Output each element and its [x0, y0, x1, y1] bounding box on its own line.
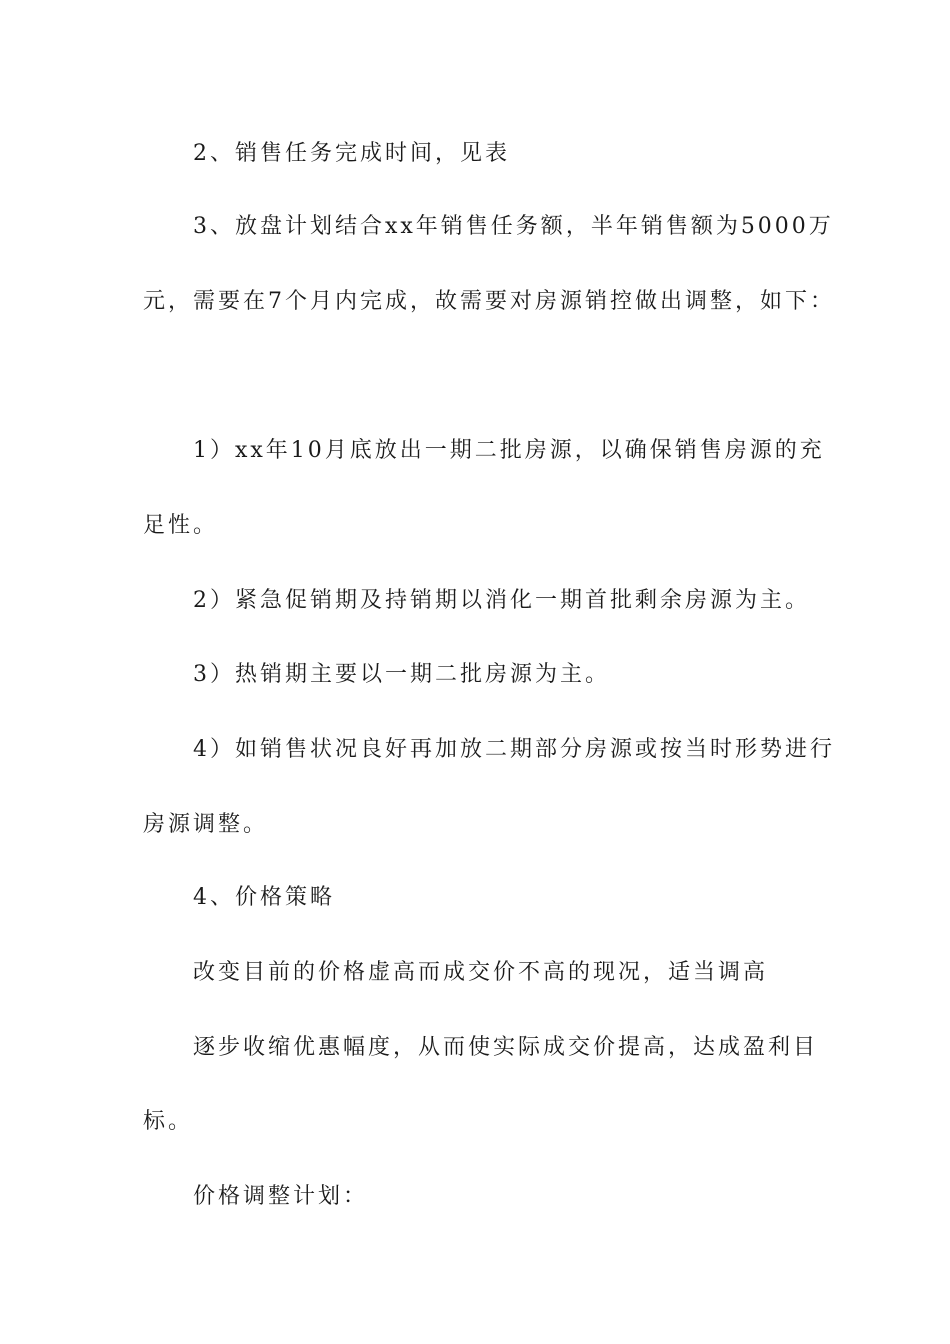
list-item-2: 2）紧急促销期及持销期以消化一期首批剩余房源为主。 [193, 588, 810, 613]
list-item-1-line-1: 1）xx年10月底放出一期二批房源，以确保销售房源的充 [193, 438, 825, 463]
list-item-1-line-2: 足性。 [143, 513, 219, 538]
section-2-heading: 2、销售任务完成时间，见表 [193, 141, 510, 166]
list-item-4-line-1: 4）如销售状况良好再加放二期部分房源或按当时形势进行 [193, 737, 835, 762]
section-4-heading: 4、价格策略 [193, 885, 335, 910]
price-strategy-paragraph-1: 改变目前的价格虚高而成交价不高的现况，适当调高 [193, 960, 769, 985]
price-strategy-paragraph-2-line-1: 逐步收缩优惠幅度，从而使实际成交价提高，达成盈利目 [193, 1035, 819, 1060]
price-adjustment-plan-heading: 价格调整计划： [193, 1184, 369, 1209]
list-item-3: 3）热销期主要以一期二批房源为主。 [193, 662, 610, 687]
section-3-paragraph-line-1: 3、放盘计划结合xx年销售任务额，半年销售额为5000万 [193, 214, 834, 239]
section-3-paragraph-line-2: 元，需要在7个月内完成，故需要对房源销控做出调整，如下： [143, 289, 835, 314]
price-strategy-paragraph-2-line-2: 标。 [143, 1109, 194, 1134]
list-item-4-line-2: 房源调整。 [143, 812, 269, 837]
